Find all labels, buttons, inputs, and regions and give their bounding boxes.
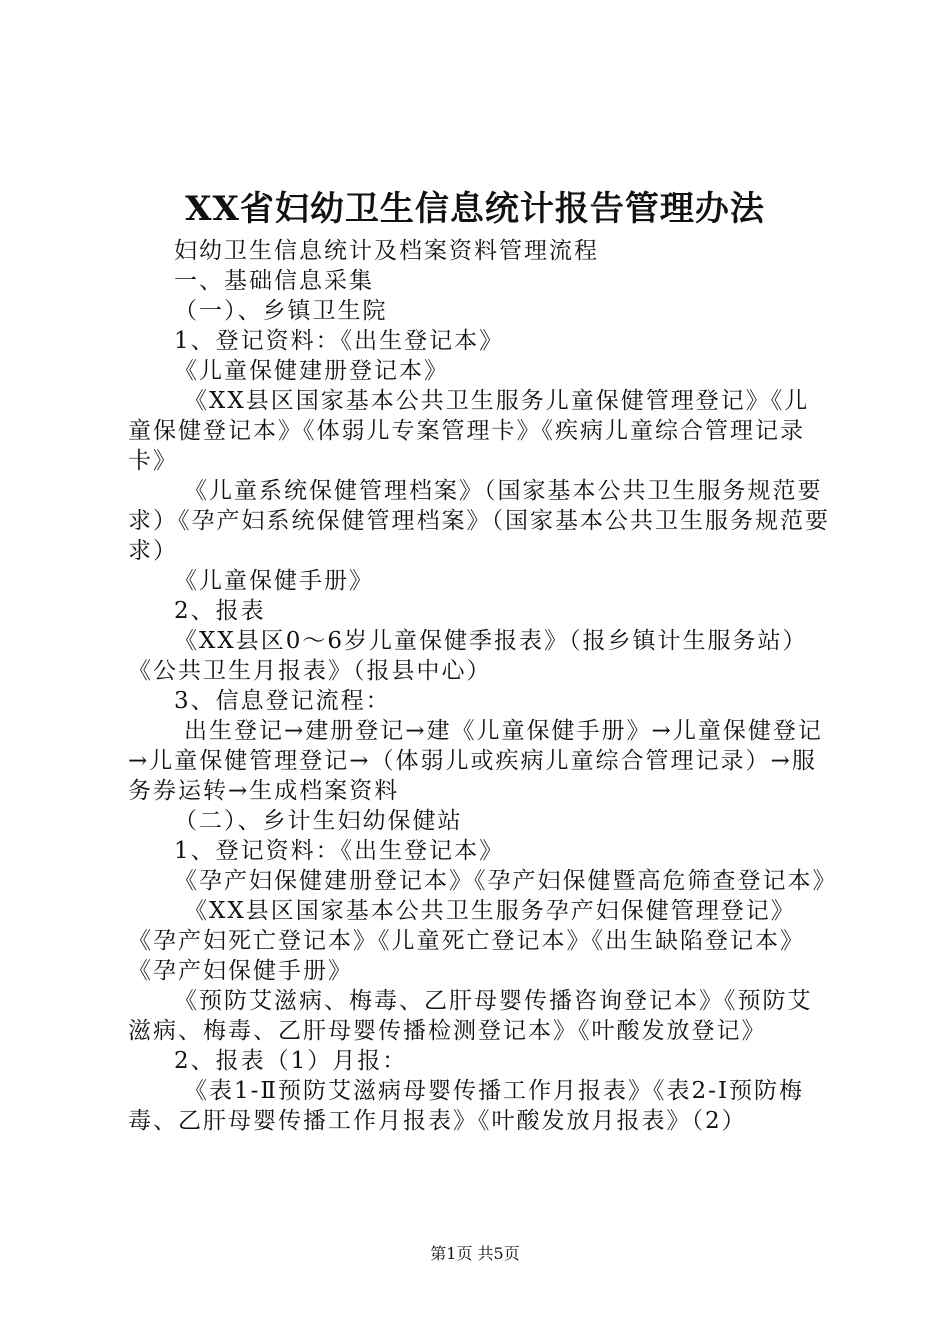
paragraph: 妇幼卫生信息统计及档案资料管理流程	[174, 238, 599, 264]
subsection-heading: （一）、乡镇卫生院	[174, 298, 388, 324]
paragraph: 《预防艾滋病、梅毒、乙肝母婴传播咨询登记本》《预防艾滋病、梅毒、乙肝母婴传播检测登记本》《叶酸发放登记》	[128, 988, 813, 1044]
paragraph: 《XX县区国家基本公共卫生服务儿童保健管理登记》《儿童保健登记本》《体弱儿专案管理卡》《疾病儿童综合管理记录卡》	[128, 388, 810, 474]
document-body	[128, 236, 838, 1136]
paragraph: 出生登记→建册登记→建《儿童保健手册》→儿童保健登记→儿童保健管理登记→（体弱儿或疾病儿童综合管理记录）→服务券运转→生成档案资料	[128, 718, 823, 804]
paragraph: 《XX县区国家基本公共卫生服务孕产妇保健管理登记》《孕产妇死亡登记本》《儿童死亡登记本》《出生缺陷登记本》《孕产妇保健手册》	[128, 898, 805, 984]
document-title: XX省妇幼卫生信息统计报告管理办法	[185, 189, 765, 229]
paragraph: 《XX县区0～6岁儿童保健季报表》（报乡镇计生服务站）《公共卫生月报表》（报县中心）	[128, 628, 808, 684]
paragraph: 3、信息登记流程：	[174, 688, 391, 714]
section-heading: 一、基础信息采集	[174, 268, 374, 294]
paragraph: 2、报表	[174, 598, 266, 624]
subsection-heading: （二）、乡计生妇幼保健站	[174, 808, 463, 834]
paragraph: 2、报表（1）月报：	[174, 1048, 408, 1074]
paragraph: 《儿童系统保健管理档案》（国家基本公共卫生服务规范要求）《孕产妇系统保健管理档案》（国家基本公共卫生服务规范要求）	[128, 478, 830, 564]
paragraph: 1、登记资料：《出生登记本》	[174, 838, 505, 864]
paragraph: 1、登记资料：《出生登记本》	[174, 328, 505, 354]
paragraph: 《表1-Ⅱ预防艾滋病母婴传播工作月报表》《表2-Ⅰ预防梅毒、乙肝母婴传播工作月报表》《叶酸发放月报表》（2）	[128, 1078, 805, 1134]
paragraph: 《儿童保健手册》	[174, 568, 374, 594]
paragraph: 《儿童保健建册登记本》	[174, 358, 449, 384]
paragraph: 《孕产妇保健建册登记本》《孕产妇保健暨高危筛查登记本》	[174, 868, 838, 894]
page-footer: 第1页 共5页	[430, 1244, 520, 1263]
